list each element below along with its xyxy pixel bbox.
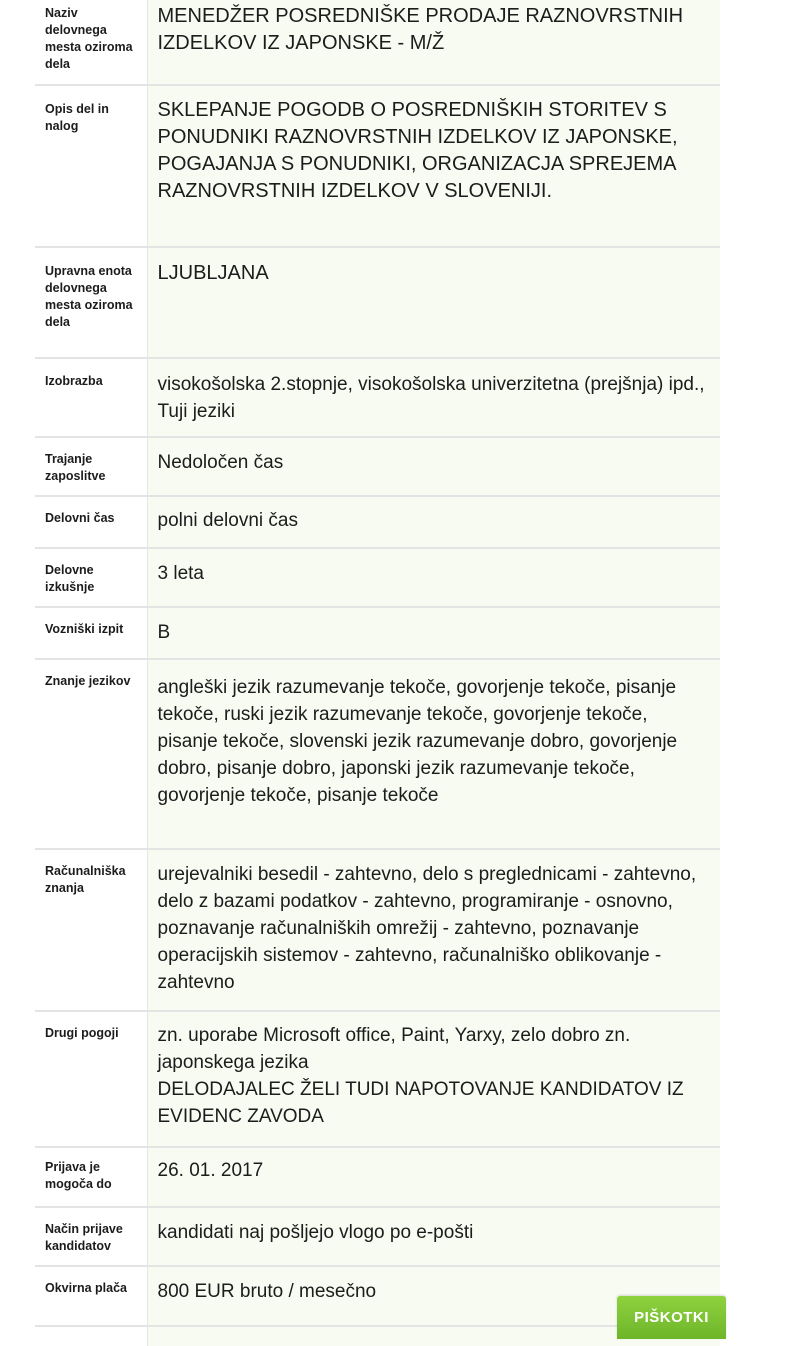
application-method-value: kandidati naj pošljejo vlogo po e-pošti [147,1207,720,1266]
employment-duration-label: Trajanje zaposlitve [35,437,147,496]
education-value: visokošolska 2.stopnje, visokošolska univerzitetna (prejšnja) ipd., Tuji jeziki [147,358,720,437]
admin-unit-value: LJUBLJANA [147,247,720,358]
salary-value: 800 EUR bruto / mesečno [147,1266,720,1326]
job-details-table [35,0,720,1346]
language-skills-label: Znanje jezikov [35,659,147,849]
row-driving-licence [35,607,720,659]
row-job-title [35,0,720,85]
employment-duration-value: Nedoločen čas [147,437,720,496]
row-computer-skills [35,849,720,1011]
driving-licence-label: Vozniški izpit [35,607,147,659]
computer-skills-value: urejevalniki besedil - zahtevno, delo s preglednicami - zahtevno, delo z bazami podatkov - zahtevno, programiranje - osnovno, poznavanje računalniških omrežij - zahtevno, poznavanje operacijskih sistemov - zahtevno, računalniško oblikovanje - zahtevno [147,849,720,1011]
row-other-requirements [35,1011,720,1147]
row-employment-duration [35,437,720,496]
next-row-label [35,1326,147,1346]
row-admin-unit [35,247,720,358]
job-description-label: Opis del in nalog [35,85,147,247]
salary-label: Okvirna plača [35,1266,147,1326]
education-label: Izobrazba [35,358,147,437]
row-application-method [35,1207,720,1266]
other-requirements-label: Drugi pogoji [35,1011,147,1147]
application-deadline-value: 26. 01. 2017 [147,1147,720,1207]
row-working-hours [35,496,720,548]
row-language-skills [35,659,720,849]
driving-licence-value: B [147,607,720,659]
application-deadline-label: Prijava je mogoča do [35,1147,147,1207]
job-title-label: Naziv delovnega mesta oziroma dela [35,0,147,85]
row-application-deadline [35,1147,720,1207]
job-title-value: MENEDŽER POSREDNIŠKE PRODAJE RAZNOVRSTNIH IZDELKOV IZ JAPONSKE - M/Ž [147,0,720,85]
work-experience-value: 3 leta [147,548,720,607]
row-education [35,358,720,437]
other-requirements-value: zn. uporabe Microsoft office, Paint, Yarxy, zelo dobro zn. japonskega jezika DELODAJALEC ŽELI TUDI NAPOTOVANJE KANDIDATOV IZ EVIDENC ZAVODA [147,1011,720,1147]
admin-unit-label: Upravna enota delovnega mesta oziroma dela [35,247,147,358]
language-skills-value: angleški jezik razumevanje tekoče, govorjenje tekoče, pisanje tekoče, ruski jezik razumevanje tekoče, govorjenje tekoče, pisanje tekoče, slovenski jezik razumevanje dobro, govorjenje dobro, pisanje dobro, japonski jezik razumevanje tekoče, govorjenje tekoče, pisanje tekoče [147,659,720,849]
application-method-label: Način prijave kandidatov [35,1207,147,1266]
computer-skills-label: Računalniška znanja [35,849,147,1011]
working-hours-label: Delovni čas [35,496,147,548]
job-description-value: SKLEPANJE POGODB O POSREDNIŠKIH STORITEV S PONUDNIKI RAZNOVRSTNIH IZDELKOV IZ JAPONSKE, POGAJANJA S PONUDNIKI, ORGANIZACJA SPREJEMA RAZNOVRSTNIH IZDELKOV V SLOVENIJI. [147,85,720,247]
cookies-button[interactable]: PIŠKOTKI [617,1296,726,1339]
working-hours-value: polni delovni čas [147,496,720,548]
row-job-description [35,85,720,247]
row-work-experience [35,548,720,607]
work-experience-label: Delovne izkušnje [35,548,147,607]
